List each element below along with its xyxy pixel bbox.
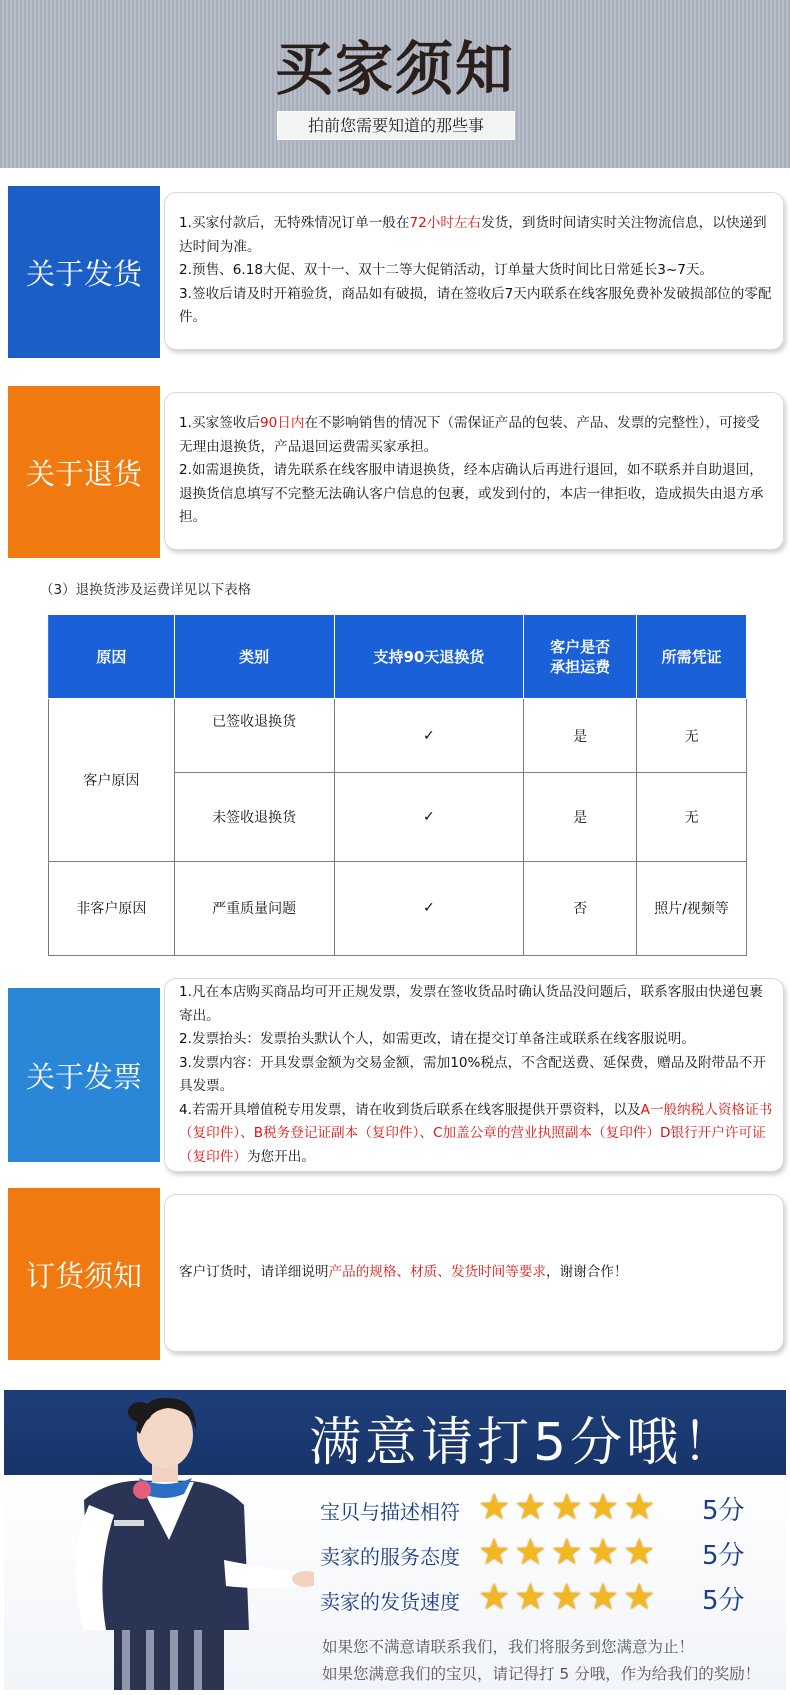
rating-title: 满意请打5分哦！ [309,1413,739,1473]
rating-stars [478,1533,659,1573]
shipping-line-2: 2.预售、6.18大促、双十一、双十二等大促销活动，订单量大货时间比日常延长3~7天。 [179,262,714,279]
rating-score: 5分 [702,1496,745,1526]
star-icon: ★ [623,1577,656,1618]
invoice-content [164,978,784,1172]
star-icon: ★ [514,1487,547,1528]
invoice-label: 关于发票 [8,988,160,1162]
table-note: （3）退换货涉及运费详见以下表格 [40,582,252,598]
order-label: 订货须知 [8,1188,160,1360]
star-icon: ★ [550,1487,583,1528]
rating-label: 卖家的发货速度 [320,1590,460,1614]
returns-label: 关于退货 [8,386,160,558]
rating-score: 5分 [702,1586,745,1616]
returns-content [164,392,784,550]
table-cell-category: 已签收退换货 [174,699,334,773]
table-header-row [49,615,747,699]
page-title: 买家须知 [274,35,515,103]
rating-footer-1: 如果您不满意请联系我们，我们将服务到您满意为止！ [322,1638,695,1656]
table-cell-proof: 无 [637,773,747,861]
customer-service-illustration [44,1390,314,1690]
table-header-cell: 原因 [49,615,175,699]
star-icon: ★ [478,1532,511,1573]
page-subtitle: 拍前您需要知道的那些事 [277,111,515,140]
table-cell-category: 未签收退换货 [174,773,334,861]
table-cell-category: 严重质量问题 [174,861,334,955]
order-section [8,1188,784,1360]
star-icon: ★ [623,1487,656,1528]
returns-table [48,614,747,956]
invoice-section [8,980,784,1165]
rating-row [320,1577,760,1620]
star-icon: ★ [478,1577,511,1618]
shipping-line-1: 1.买家付款后，无特殊情况订单一般在72小时左右发货，到货时间请实时关注物流信息，以快递到达时间为准。 [179,215,767,255]
shipping-label: 关于发货 [8,186,160,358]
rating-banner [4,1390,786,1690]
star-icon: ★ [623,1532,656,1573]
returns-line-2: 2.如需退换货，请先联系在线客服申请退换货，经本店确认后再进行退回，如不联系并自助退回，退换货信息填写不完整无法确认客户信息的包裹，或发到付的，本店一律拒收，造成损失由退方承担。 [179,462,764,526]
star-icon: ★ [586,1487,620,1528]
shipping-content [164,192,784,350]
rating-label: 卖家的服务态度 [320,1545,460,1569]
table-row [49,861,747,955]
star-icon: ★ [550,1532,583,1573]
star-icon: ★ [514,1577,547,1618]
table-row [49,699,747,773]
table-cell-proof: 照片/视频等 [637,861,747,955]
rating-label: 宝贝与描述相符 [320,1500,460,1524]
table-header-cell: 客户是否承担运费 [524,615,637,699]
table-cell-reason: 非客户原因 [49,861,175,955]
header-banner [0,0,790,168]
invoice-line-4: 4.若需开具增值税专用发票，请在收到货后联系在线客服提供开票资料，以及A一般纳税人资格证书（复印件）、B税务登记证副本（复印件）、C加盖公章的营业执照副本（复印件）D银行开户许可证（复印件）为您开出。 [179,1101,773,1165]
rating-score: 5分 [702,1541,745,1571]
star-icon: ★ [586,1577,620,1618]
order-content [164,1194,784,1352]
star-icon: ★ [550,1577,583,1618]
check-icon: ✓ [334,861,524,955]
table-cell-proof: 无 [637,699,747,773]
table-header-cell: 类别 [174,615,334,699]
rating-row [320,1487,760,1530]
returns-line-1: 1.买家签收后90日内在不影响销售的情况下（需保证产品的包装、产品、发票的完整性），可接受无理由退换货，产品退回运费需买家承担。 [179,415,760,455]
star-icon: ★ [478,1487,511,1528]
table-header-cell: 所需凭证 [637,615,747,699]
table-cell-freight: 是 [524,773,637,861]
table-cell-freight: 否 [524,861,637,955]
returns-section [8,386,784,558]
star-icon: ★ [586,1532,620,1573]
table-cell-reason: 客户原因 [49,699,175,862]
rating-stars [478,1578,659,1618]
rating-footer-2: 如果您满意我们的宝贝，请记得打 5 分哦，作为给我们的奖励！ [322,1665,761,1683]
invoice-line-3: 3.发票内容：开具发票金额为交易金额，需加10%税点，不含配送费、延保费，赠品及附带品不开具发票。 [179,1054,766,1094]
invoice-line-1: 1.凡在本店购买商品均可开正规发票，发票在签收货品时确认货品没问题后，联系客服由快递包裹寄出。 [179,984,763,1024]
check-icon: ✓ [334,699,524,773]
order-line: 客户订货时，请详细说明产品的规格、材质、发货时间等要求，谢谢合作！ [179,1264,628,1281]
rating-row [320,1532,760,1575]
check-icon: ✓ [334,773,524,861]
invoice-line-2: 2.发票抬头：发票抬头默认个人，如需更改，请在提交订单备注或联系在线客服说明。 [179,1031,695,1047]
table-header-cell: 支持90天退换货 [334,615,524,699]
shipping-section [8,186,784,358]
shipping-line-3: 3.签收后请及时开箱验货，商品如有破损，请在签收后7天内联系在线客服免费补发破损部位的零配件。 [179,285,772,326]
star-icon: ★ [514,1532,547,1573]
rating-stars [478,1488,659,1528]
table-cell-freight: 是 [524,699,637,773]
